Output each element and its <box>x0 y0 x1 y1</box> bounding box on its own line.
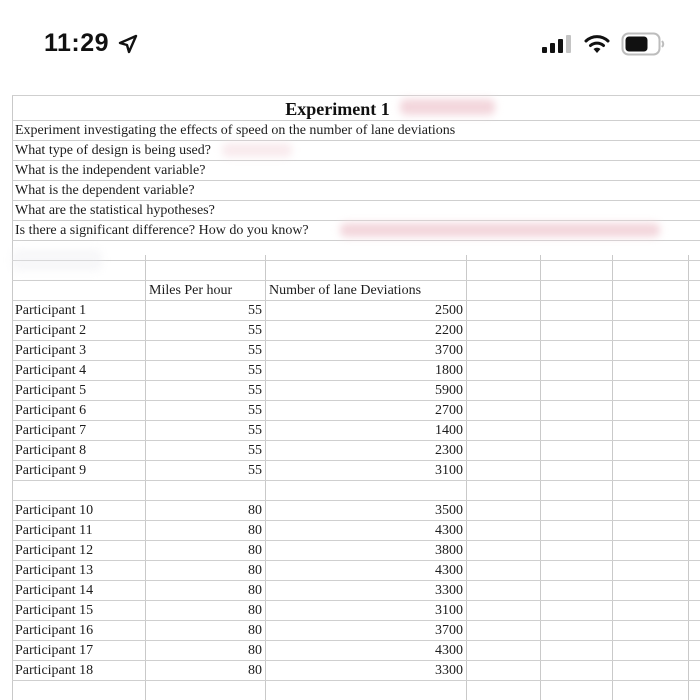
deviations-cell: 1400 <box>435 423 463 438</box>
grid-line <box>12 220 700 221</box>
grid-line <box>12 600 700 601</box>
participant-label: Participant 7 <box>15 423 87 438</box>
mph-cell: 55 <box>248 323 262 338</box>
grid-line <box>12 640 700 641</box>
grid-line <box>12 520 700 521</box>
grid-line <box>12 340 700 341</box>
grid-line <box>12 680 700 681</box>
question-design: What type of design is being used? <box>15 143 211 158</box>
grid-line <box>12 260 700 261</box>
column-header-mph: Miles Per hour <box>149 283 233 298</box>
mph-cell: 80 <box>248 523 262 538</box>
grid-line <box>12 620 700 621</box>
grid-line <box>12 540 700 541</box>
deviations-cell: 3300 <box>435 663 463 678</box>
deviations-cell: 2700 <box>435 403 463 418</box>
participant-label: Participant 16 <box>15 623 94 638</box>
grid-line <box>612 255 613 700</box>
deviations-cell: 3100 <box>435 603 463 618</box>
participant-label: Participant 17 <box>15 643 94 658</box>
deviations-cell: 5900 <box>435 383 463 398</box>
participant-label: Participant 2 <box>15 323 87 338</box>
grid-line <box>12 480 700 481</box>
location-arrow-icon <box>117 33 139 55</box>
battery-icon <box>621 32 665 56</box>
participant-label: Participant 3 <box>15 343 87 358</box>
participant-label: Participant 11 <box>15 523 93 538</box>
deviations-cell: 3800 <box>435 543 463 558</box>
participant-label: Participant 12 <box>15 543 94 558</box>
mph-cell: 55 <box>248 383 262 398</box>
mph-cell: 80 <box>248 543 262 558</box>
mph-cell: 55 <box>248 343 262 358</box>
deviations-cell: 3100 <box>435 463 463 478</box>
grid-line <box>12 300 700 301</box>
spreadsheet <box>0 95 700 700</box>
grid-line <box>12 420 700 421</box>
mph-cell: 80 <box>248 503 262 518</box>
mph-cell: 80 <box>248 663 262 678</box>
mph-cell: 55 <box>248 443 262 458</box>
grid-line <box>12 280 700 281</box>
clock: 11:29 <box>44 29 110 57</box>
participant-label: Participant 8 <box>15 443 87 458</box>
cellular-signal-icon <box>540 34 574 54</box>
mph-cell: 55 <box>248 463 262 478</box>
mph-cell: 80 <box>248 623 262 638</box>
redacted-area <box>340 223 660 237</box>
deviations-cell: 1800 <box>435 363 463 378</box>
grid-line <box>12 440 700 441</box>
participant-label: Participant 6 <box>15 403 87 418</box>
mph-cell: 80 <box>248 643 262 658</box>
grid-line <box>12 140 700 141</box>
grid-line <box>12 460 700 461</box>
deviations-cell: 3300 <box>435 583 463 598</box>
experiment-description: Experiment investigating the effects of speed on the number of lane deviations <box>15 123 456 138</box>
mph-cell: 55 <box>248 403 262 418</box>
deviations-cell: 4300 <box>435 563 463 578</box>
deviations-cell: 3700 <box>435 623 463 638</box>
grid-line <box>12 120 700 121</box>
grid-line <box>12 160 700 161</box>
mph-cell: 55 <box>248 423 262 438</box>
grid-line <box>12 560 700 561</box>
grid-line <box>12 320 700 321</box>
mph-cell: 80 <box>248 563 262 578</box>
grid-line <box>12 380 700 381</box>
column-header-deviations: Number of lane Deviations <box>269 283 422 298</box>
participant-label: Participant 14 <box>15 583 94 598</box>
redacted-area <box>222 143 292 157</box>
deviations-cell: 4300 <box>435 523 463 538</box>
sheet-title: Experiment 1 <box>285 99 390 119</box>
deviations-cell: 2500 <box>435 303 463 318</box>
participant-label: Participant 4 <box>15 363 87 378</box>
participant-label: Participant 13 <box>15 563 94 578</box>
grid-line <box>12 660 700 661</box>
grid-line <box>12 400 700 401</box>
grid-line <box>540 255 541 700</box>
participant-label: Participant 5 <box>15 383 87 398</box>
participant-label: Participant 10 <box>15 503 94 518</box>
grid-line <box>12 240 700 241</box>
deviations-cell: 3700 <box>435 343 463 358</box>
mph-cell: 55 <box>248 363 262 378</box>
deviations-cell: 3500 <box>435 503 463 518</box>
status-bar <box>0 0 700 90</box>
grid-line <box>688 255 689 700</box>
participant-label: Participant 18 <box>15 663 94 678</box>
question-hypotheses: What are the statistical hypotheses? <box>15 203 215 218</box>
mph-cell: 55 <box>248 303 262 318</box>
grid-line <box>466 255 467 700</box>
deviations-cell: 4300 <box>435 643 463 658</box>
grid-line <box>12 95 700 96</box>
deviations-cell: 2300 <box>435 443 463 458</box>
question-independent-variable: What is the independent variable? <box>15 163 206 178</box>
grid-line <box>12 360 700 361</box>
grid-line <box>12 180 700 181</box>
grid-line <box>12 580 700 581</box>
participant-label: Participant 1 <box>15 303 87 318</box>
grid-line <box>12 95 13 700</box>
participant-label: Participant 15 <box>15 603 94 618</box>
mph-cell: 80 <box>248 583 262 598</box>
question-dependent-variable: What is the dependent variable? <box>15 183 195 198</box>
participant-label: Participant 9 <box>15 463 87 478</box>
question-significance: Is there a significant difference? How do you know? <box>15 223 309 238</box>
wifi-icon <box>584 33 610 55</box>
grid-line <box>12 200 700 201</box>
grid-line <box>12 500 700 501</box>
redacted-area <box>12 249 102 271</box>
mph-cell: 80 <box>248 603 262 618</box>
deviations-cell: 2200 <box>435 323 463 338</box>
